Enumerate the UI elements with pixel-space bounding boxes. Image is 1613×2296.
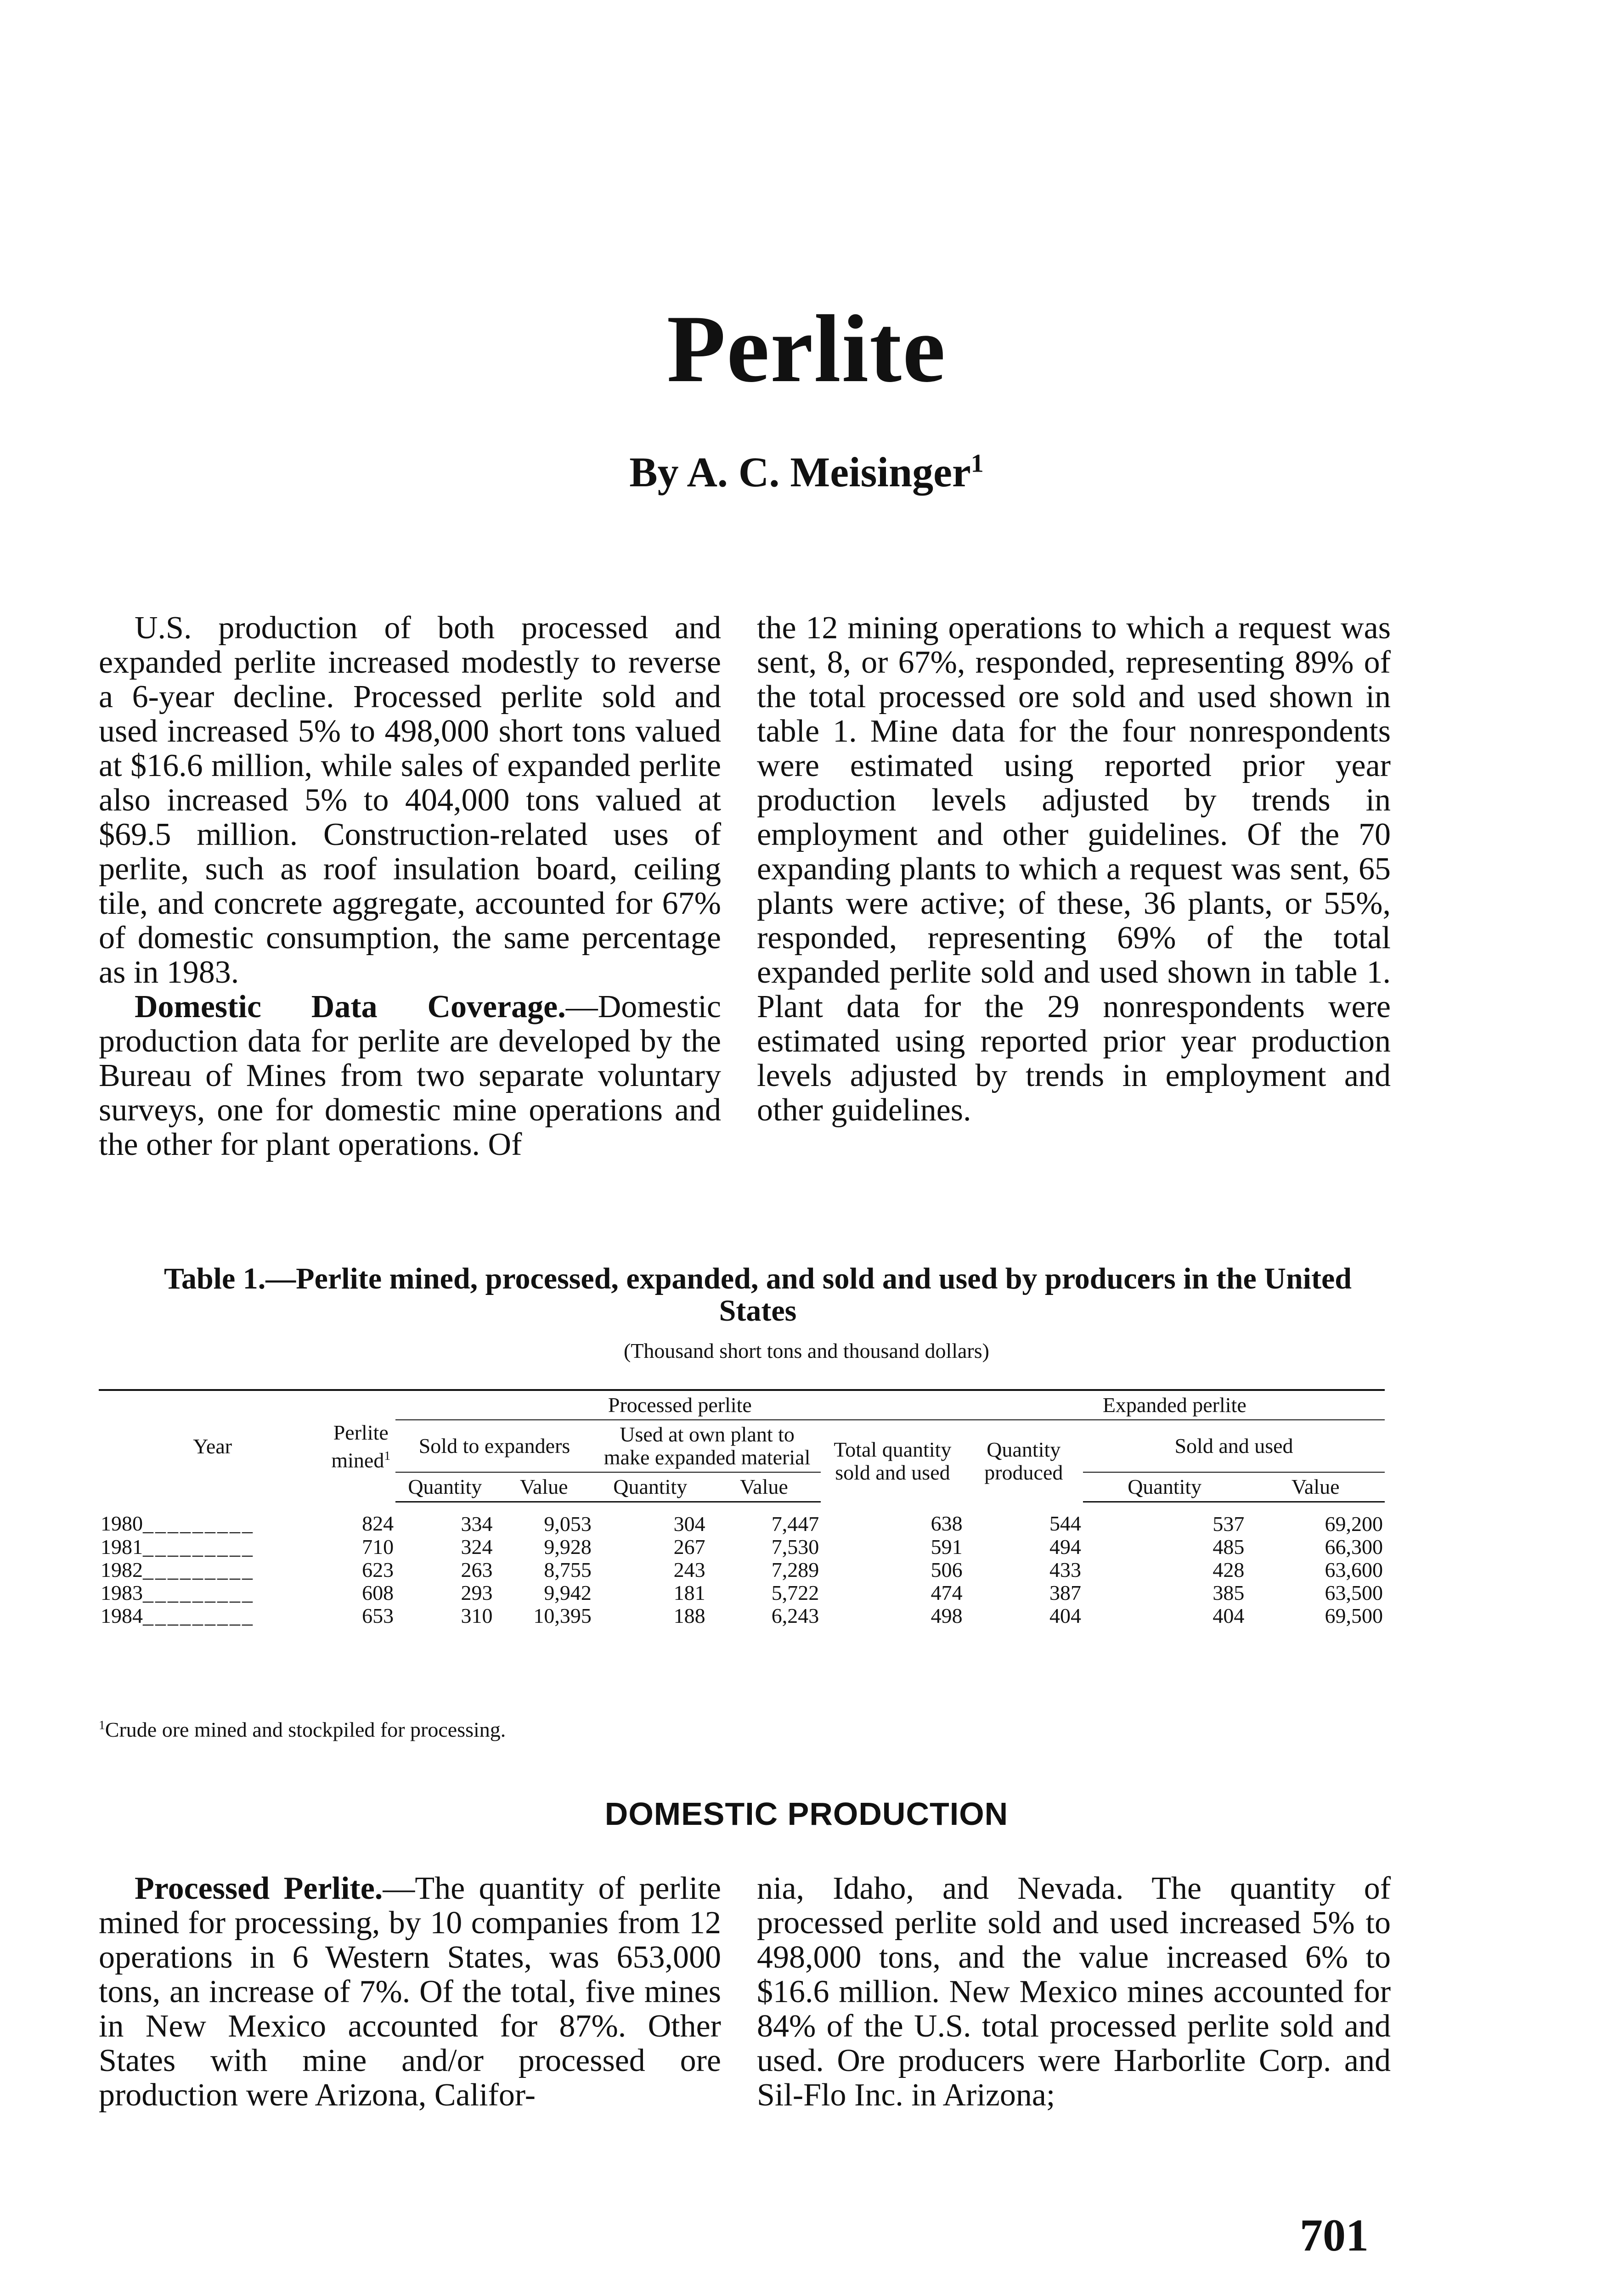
cell-sold-to-expanders-quantity: 324 [461, 1535, 493, 1559]
cell-year: 1983_________ [101, 1581, 254, 1604]
cell-own-plant-quantity: 188 [673, 1604, 705, 1627]
page-number: 701 [1300, 2210, 1369, 2261]
cell-sold-to-expanders-value: 9,053 [544, 1512, 592, 1536]
header-processed-perlite: Processed perlite [395, 1390, 964, 1420]
section-left-column [99, 1871, 721, 2112]
cell-sold-to-expanders-quantity: 310 [461, 1604, 493, 1627]
paragraph-text: —Domestic production data for perlite are developed by the Bureau of Mines from two separate voluntary surveys, one for domestic mine operations and the other for plant operations. Of [99, 989, 721, 1162]
intro-right-paragraph: the 12 mining operations to which a request was sent, 8, or 67%, responded, representing 89% of the total processed ore sold and used shown in table 1. Mine data for the four nonrespondents were estimated using reported prior year production levels adjusted by trends in employment and other guidelines. Of the 70 expanding plants to which a request was sent, 65 plants were active; of these, 36 plants, or 55%, responded, representing 69% of the total expanded perlite sold and used shown in table 1. Plant data for the 29 nonrespondents were estimated using reported prior year production levels adjusted by trends in employment and other guidelines. [757, 610, 1391, 1128]
cell-own-plant-value: 5,722 [771, 1581, 819, 1604]
header-quantity: Quantity [1083, 1472, 1246, 1502]
section-right-column [757, 1871, 1391, 2112]
section-heading: DOMESTIC PRODUCTION [604, 1796, 1009, 1832]
cell-quantity-produced: 433 [1049, 1558, 1082, 1581]
header-expanded-perlite: Expanded perlite [964, 1390, 1385, 1420]
cell-sold-used-quantity: 404 [1213, 1604, 1245, 1627]
cell-year: 1984_________ [101, 1604, 254, 1627]
paragraph-text: —The quantity of perlite mined for processing, by 10 companies from 12 operations in 6 Western States, was 653,000 tons, an increase of 7%. Of the total, five mines in New Mexico accounted for 87%. Other States with mine and/or processed ore production were Arizona, Califor- [99, 1871, 721, 2113]
header-total-sold-and-used: Total quantity sold and used [834, 1437, 952, 1484]
intro-paragraph: U.S. production of both processed and expanded perlite increased modestly to reverse a 6-year decline. Processed perlite sold and used increased 5% to 498,000 short tons valued at $16.6 million, while sales of expanded perlite also increased 5% to 404,000 tons valued at $69.5 million. Construction-related uses of perlite, such as roof insulation board, ceiling tile, and concrete aggregate, accounted for 67% of domestic consumption, the same percentage as in 1983. [99, 610, 721, 990]
cell-sold-to-expanders-quantity: 334 [461, 1512, 493, 1536]
domestic-data-coverage-paragraph [99, 990, 721, 1162]
byline [0, 448, 1613, 496]
cell-quantity-produced: 544 [1049, 1512, 1082, 1536]
cell-own-plant-value: 7,289 [771, 1558, 819, 1581]
table-row [99, 1581, 1385, 1604]
header-sold-and-used: Sold and used [1083, 1420, 1385, 1472]
section-right-paragraph: nia, Idaho, and Nevada. The quantity of processed perlite sold and used increased 5% to 498,000 tons, and the value increased 6% to $16.6 million. New Mexico mines accounted for 84% of the U.S. total processed perlite sold and used. Ore producers were Harborlite Corp. and Sil-Flo Inc. in Arizona; [757, 1871, 1391, 2113]
cell-mined: 653 [362, 1604, 394, 1627]
cell-sold-to-expanders-value: 9,928 [544, 1535, 592, 1559]
cell-own-plant-value: 7,447 [771, 1512, 819, 1536]
cell-year: 1982_________ [101, 1558, 254, 1581]
cell-sold-to-expanders-quantity: 263 [461, 1558, 493, 1581]
byline-footnote-mark: 1 [970, 449, 984, 478]
cell-sold-used-quantity: 385 [1213, 1581, 1245, 1604]
cell-sold-to-expanders-value: 8,755 [544, 1558, 592, 1581]
header-used-at-own-plant: Used at own plant to make expanded material [593, 1420, 821, 1472]
cell-own-plant-value: 7,530 [771, 1535, 819, 1559]
cell-mined: 824 [362, 1512, 394, 1536]
header-perlite-mined: Perlite mined$^1$ [326, 1390, 395, 1502]
table-row [99, 1502, 1385, 1536]
cell-sold-used-quantity: 537 [1213, 1512, 1245, 1536]
cell-own-plant-value: 6,243 [771, 1604, 819, 1627]
cell-year: 1980_________ [101, 1512, 254, 1536]
cell-year: 1981_________ [101, 1535, 254, 1559]
cell-quantity-produced: 404 [1049, 1604, 1082, 1627]
table-row [99, 1559, 1385, 1581]
cell-total-sold-used: 506 [931, 1558, 963, 1581]
table-footnote: $^1$Crude ore mined and stockpiled for processing. [99, 1717, 506, 1741]
processed-perlite-paragraph [99, 1871, 721, 2112]
cell-sold-to-expanders-quantity: 293 [461, 1581, 493, 1604]
cell-quantity-produced: 494 [1049, 1535, 1082, 1559]
run-in-heading: Domestic Data Coverage. [135, 989, 566, 1024]
cell-own-plant-quantity: 267 [673, 1535, 705, 1559]
intro-left-column [99, 611, 721, 1162]
cell-total-sold-used: 498 [931, 1604, 963, 1627]
header-sold-to-expanders: Sold to expanders [395, 1420, 593, 1472]
cell-mined: 623 [362, 1558, 394, 1581]
table-subtitle: (Thousand short tons and thousand dollars) [624, 1339, 989, 1362]
cell-sold-used-quantity: 485 [1213, 1535, 1245, 1559]
header-value: Value [495, 1472, 593, 1502]
header-value: Value [1246, 1472, 1385, 1502]
table-title: Table 1.—Perlite mined, processed, expanded, and sold and used by producers in the United States [164, 1262, 1352, 1328]
byline-author: By A. C. Meisinger [629, 449, 971, 495]
cell-own-plant-quantity: 304 [673, 1512, 705, 1536]
run-in-heading: Processed Perlite. [135, 1871, 383, 1906]
cell-sold-used-quantity: 428 [1213, 1558, 1245, 1581]
header-quantity-produced: Quantity produced [984, 1437, 1063, 1484]
cell-sold-used-value: 66,300 [1325, 1535, 1383, 1559]
cell-own-plant-quantity: 243 [673, 1558, 705, 1581]
header-value: Value [707, 1472, 821, 1502]
cell-total-sold-used: 638 [931, 1512, 963, 1536]
cell-sold-to-expanders-value: 9,942 [544, 1581, 592, 1604]
header-quantity: Quantity [395, 1472, 494, 1502]
cell-own-plant-quantity: 181 [673, 1581, 705, 1604]
cell-sold-used-value: 63,600 [1325, 1558, 1383, 1581]
cell-sold-used-value: 63,500 [1325, 1581, 1383, 1604]
cell-sold-to-expanders-value: 10,395 [533, 1604, 592, 1627]
cell-mined: 608 [362, 1581, 394, 1604]
intro-right-column [757, 611, 1391, 1127]
table-row [99, 1536, 1385, 1559]
header-year: Year [99, 1390, 326, 1502]
cell-quantity-produced: 387 [1049, 1581, 1082, 1604]
cell-total-sold-used: 591 [931, 1535, 963, 1559]
cell-total-sold-used: 474 [931, 1581, 963, 1604]
table-row [99, 1604, 1385, 1633]
header-quantity: Quantity [593, 1472, 707, 1502]
cell-sold-used-value: 69,200 [1325, 1512, 1383, 1536]
perlite-table [99, 1389, 1385, 1633]
cell-mined: 710 [362, 1535, 394, 1559]
page-title: Perlite [666, 296, 947, 402]
cell-sold-used-value: 69,500 [1325, 1604, 1383, 1627]
